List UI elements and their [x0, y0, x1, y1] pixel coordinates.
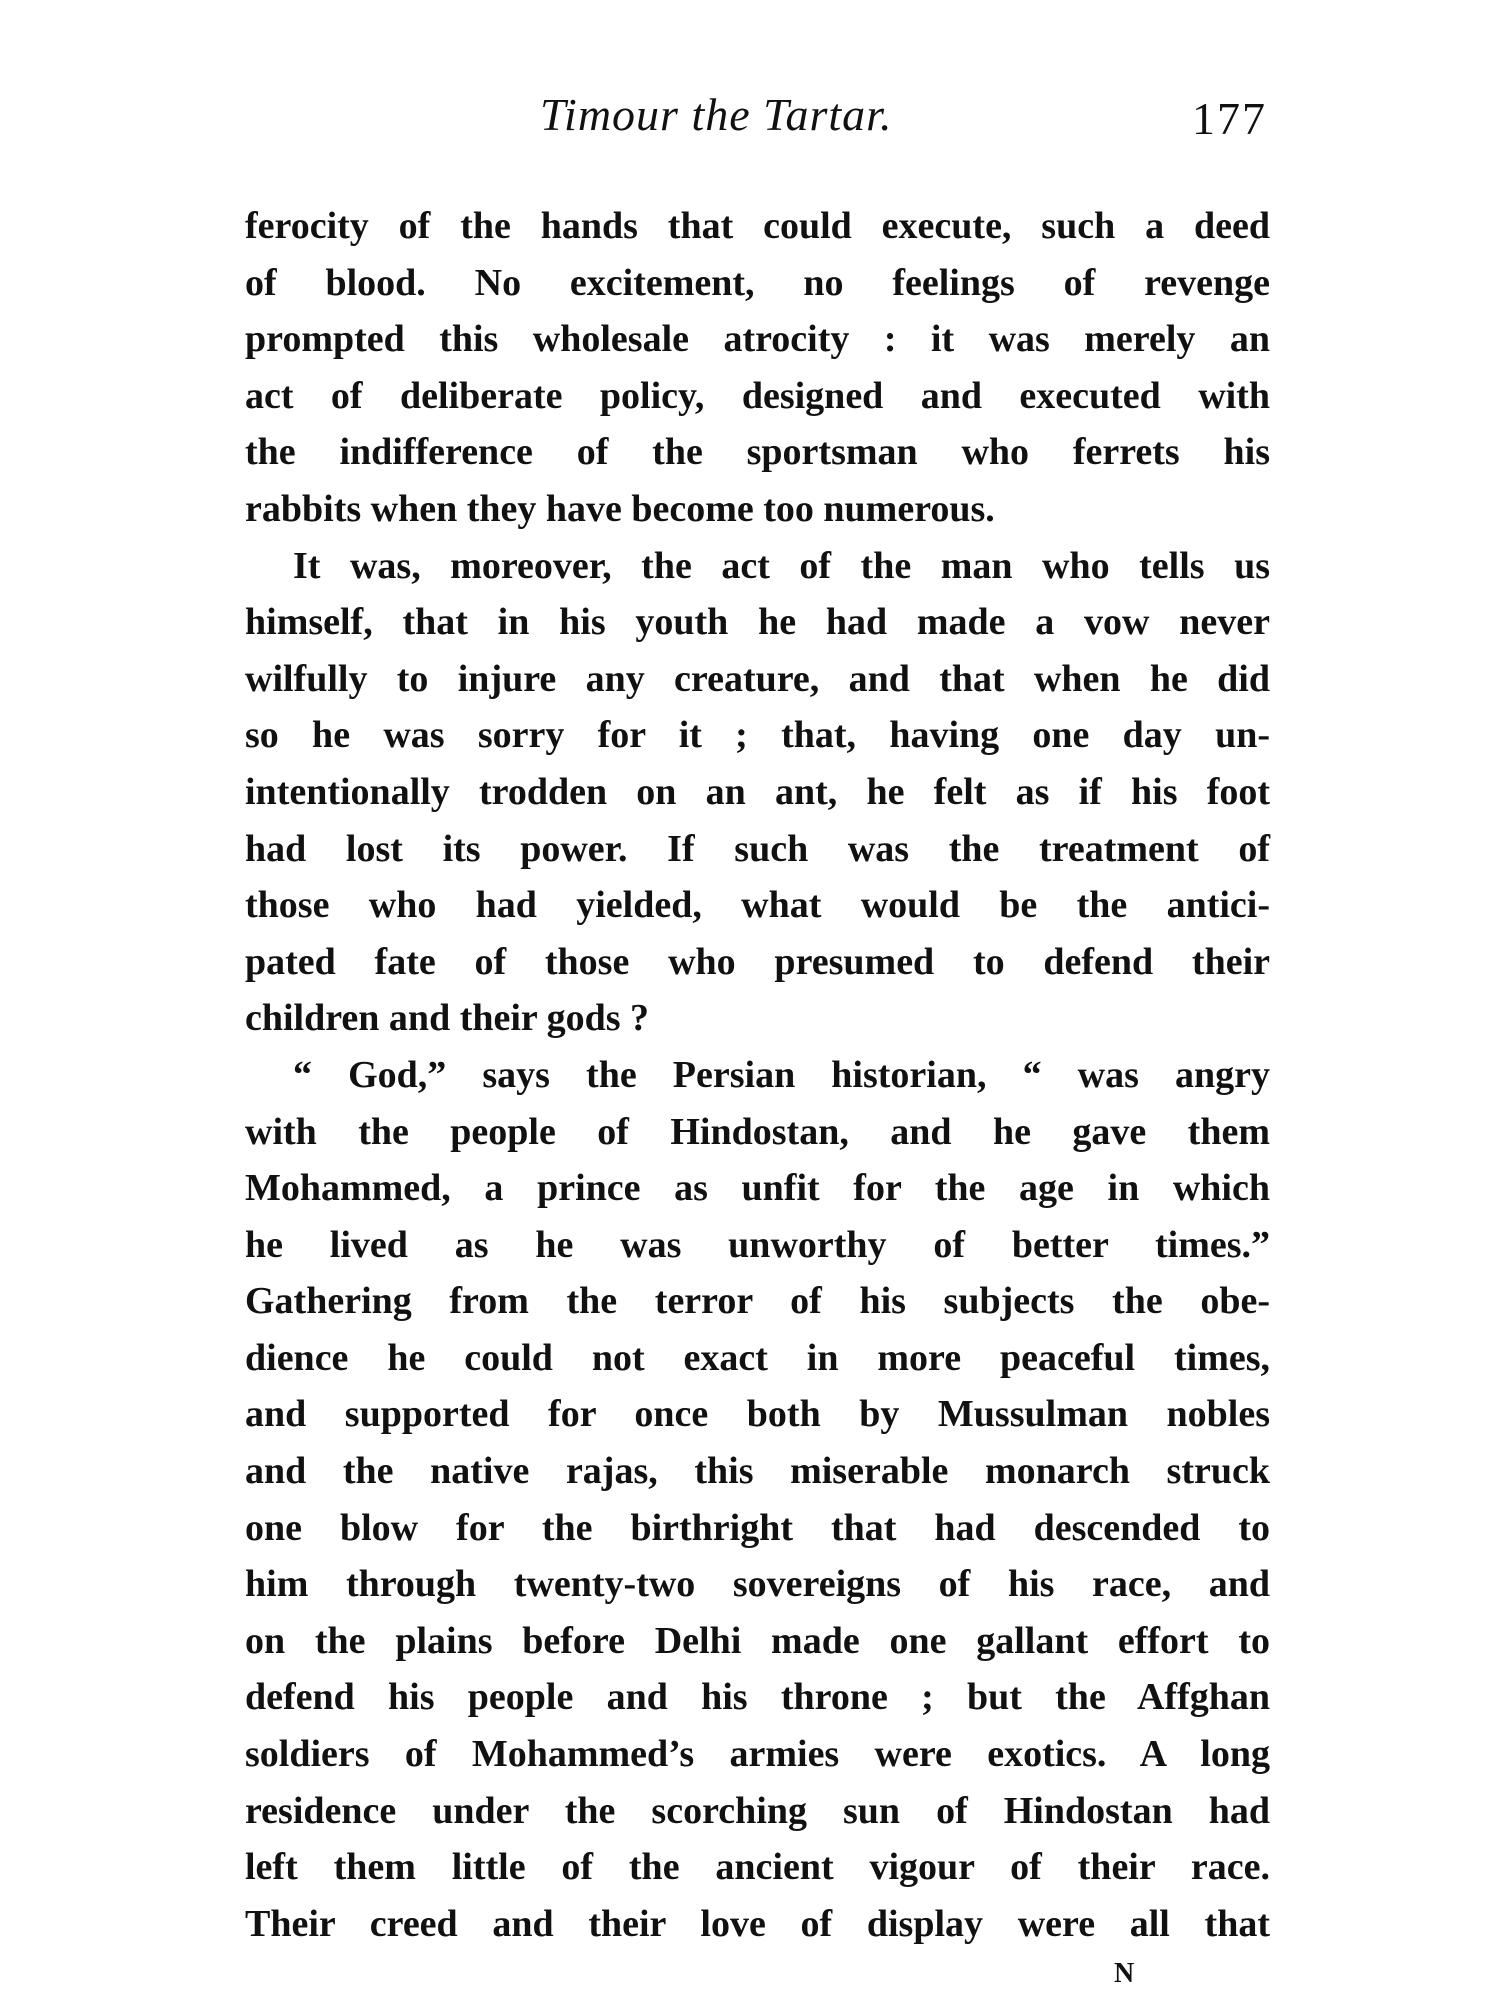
text-line: wilfully to injure any creature, and that when he did [245, 657, 1270, 700]
text-line: act of deliberate policy, designed and executed with [245, 374, 1270, 417]
text-line: “ God,” says the Persian historian, “ was angry [293, 1053, 1270, 1096]
text-line: intentionally trodden on an ant, he felt as if his foot [245, 770, 1270, 813]
text-line: Their creed and their love of display were all that [245, 1902, 1270, 1945]
text-line: on the plains before Delhi made one gallant effort to [245, 1619, 1270, 1662]
text-line: soldiers of Mohammed’s armies were exotics. A long [245, 1733, 1270, 1776]
text-line: the indifference of the sportsman who ferrets his [245, 431, 1270, 474]
text-line: and the native rajas, this miserable monarch struck [245, 1450, 1270, 1493]
text-line: prompted this wholesale atrocity : it was merely an [245, 318, 1270, 361]
text-line: one blow for the birthright that had descended to [245, 1506, 1270, 1549]
text-line: of blood. No excitement, no feelings of revenge [245, 261, 1270, 304]
text-line: rabbits when they have become too numerous. [245, 487, 995, 530]
text-line: left them little of the ancient vigour of their race. [245, 1846, 1270, 1889]
text-line: and supported for once both by Mussulman nobles [245, 1393, 1270, 1436]
text-line: he lived as he was unworthy of better times.” [245, 1223, 1270, 1266]
text-line: himself, that in his youth he had made a vow never [245, 601, 1270, 644]
text-line: It was, moreover, the act of the man who tells us [293, 544, 1270, 587]
text-line: him through twenty-two sovereigns of his race, and [245, 1563, 1270, 1606]
text-line: Gathering from the terror of his subjects the obe- [245, 1280, 1270, 1323]
text-line: so he was sorry for it ; that, having one day un- [245, 714, 1270, 757]
text-line: with the people of Hindostan, and he gave them [245, 1110, 1270, 1153]
text-line: ferocity of the hands that could execute, such a deed [245, 205, 1270, 247]
signature-mark: N [1114, 1958, 1135, 1989]
running-header-title: Timour the Tartar. [540, 89, 893, 140]
text-line: dience he could not exact in more peaceful times, [245, 1336, 1270, 1379]
page-number: 177 [1192, 93, 1267, 144]
text-line: had lost its power. If such was the treatment of [245, 827, 1270, 870]
text-line: those who had yielded, what would be the antici- [245, 884, 1270, 927]
text-line: pated fate of those who presumed to defend their [245, 940, 1270, 983]
text-line: residence under the scorching sun of Hindostan had [245, 1789, 1270, 1832]
text-line: defend his people and his throne ; but the Affghan [245, 1676, 1270, 1719]
text-line: children and their gods ? [245, 997, 650, 1040]
text-line: Mohammed, a prince as unfit for the age in which [245, 1167, 1270, 1210]
body-text [245, 198, 1270, 1952]
